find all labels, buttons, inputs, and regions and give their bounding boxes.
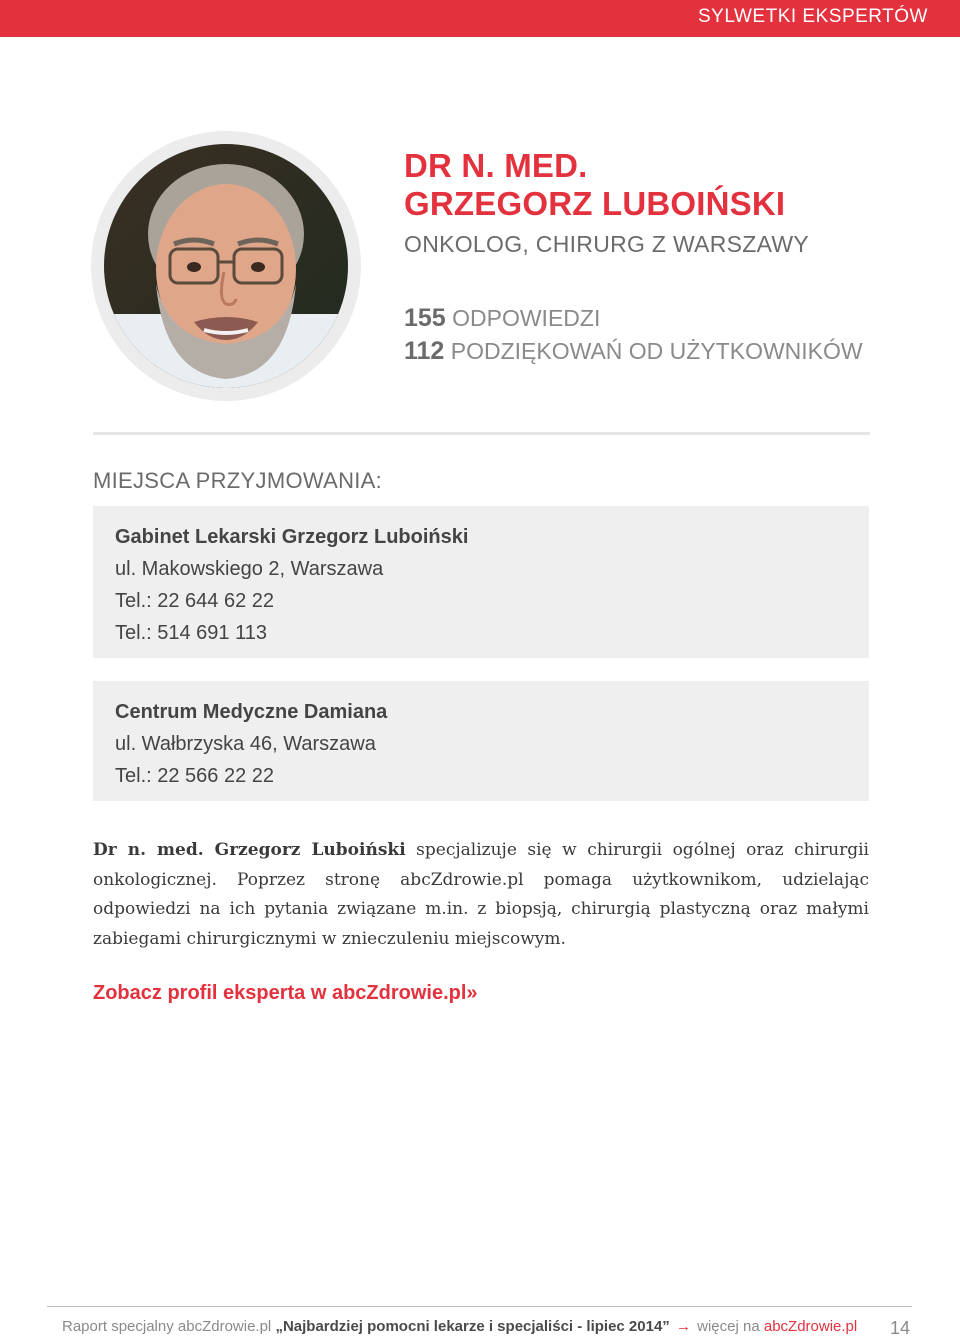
expert-header bbox=[404, 147, 924, 258]
footer-divider bbox=[47, 1306, 912, 1307]
bio-name: Dr n. med. Grzegorz Luboiński bbox=[93, 840, 406, 860]
thanks-count: 112 bbox=[404, 337, 445, 365]
footer-site-link[interactable]: abcZdrowie.pl bbox=[763, 1318, 858, 1335]
location-name: Gabinet Lekarski Grzegorz Luboiński bbox=[115, 526, 469, 548]
thanks-label: PODZIĘKOWAŃ OD UŻYTKOWNIKÓW bbox=[450, 338, 863, 364]
page-number: 14 bbox=[889, 1318, 910, 1338]
section-divider bbox=[93, 432, 870, 435]
expert-title-line-1: DR N. MED. bbox=[404, 147, 588, 184]
footer bbox=[62, 1318, 857, 1335]
expert-specialty: ONKOLOG, CHIRURG Z WARSZAWY bbox=[404, 231, 810, 257]
footer-report-title: „Najbardziej pomocni lekarze i specjaliści - lipiec 2014” bbox=[275, 1318, 670, 1335]
arrow-right-icon: → bbox=[675, 1318, 691, 1335]
location-address: ul. Makowskiego 2, Warszawa bbox=[115, 558, 384, 580]
expert-stats bbox=[404, 302, 863, 368]
location-address: ul. Wałbrzyska 46, Warszawa bbox=[115, 733, 376, 755]
location-phone: Tel.: 22 566 22 22 bbox=[115, 765, 275, 787]
top-banner bbox=[0, 0, 960, 37]
expert-bio bbox=[93, 836, 869, 954]
avatar bbox=[104, 144, 348, 388]
thanks-stat bbox=[404, 335, 863, 368]
expert-name: GRZEGORZ LUBOIŃSKI bbox=[404, 185, 786, 222]
locations-heading: MIEJSCA PRZYJMOWANIA: bbox=[93, 468, 383, 493]
profile-link[interactable]: Zobacz profil eksperta w abcZdrowie.pl» bbox=[93, 982, 478, 1004]
footer-prefix: Raport specjalny abcZdrowie.pl bbox=[62, 1318, 272, 1335]
answers-count: 155 bbox=[404, 304, 446, 332]
footer-more-text: więcej na bbox=[697, 1318, 760, 1335]
location-name: Centrum Medyczne Damiana bbox=[115, 701, 388, 723]
location-phone: Tel.: 514 691 113 bbox=[115, 622, 267, 644]
location-card bbox=[93, 681, 869, 801]
section-title: SYLWETKI EKSPERTÓW bbox=[697, 6, 928, 27]
bio-text: specjalizuje się w chirurgii ogólnej oraz chirurgii onkologicznej. Poprzez stronę abcZdrowie.pl pomaga użytkownikom, udzielając odpowiedzi na ich pytania związane m.in. z biopsją, chirurgią plastyczną oraz małymi zabiegami chirurgicznymi w znieczuleniu miejscowym. bbox=[93, 840, 869, 949]
answers-stat bbox=[404, 302, 863, 335]
location-phone: Tel.: 22 644 62 22 bbox=[115, 590, 275, 612]
location-card bbox=[93, 506, 869, 658]
answers-label: ODPOWIEDZI bbox=[452, 305, 601, 331]
